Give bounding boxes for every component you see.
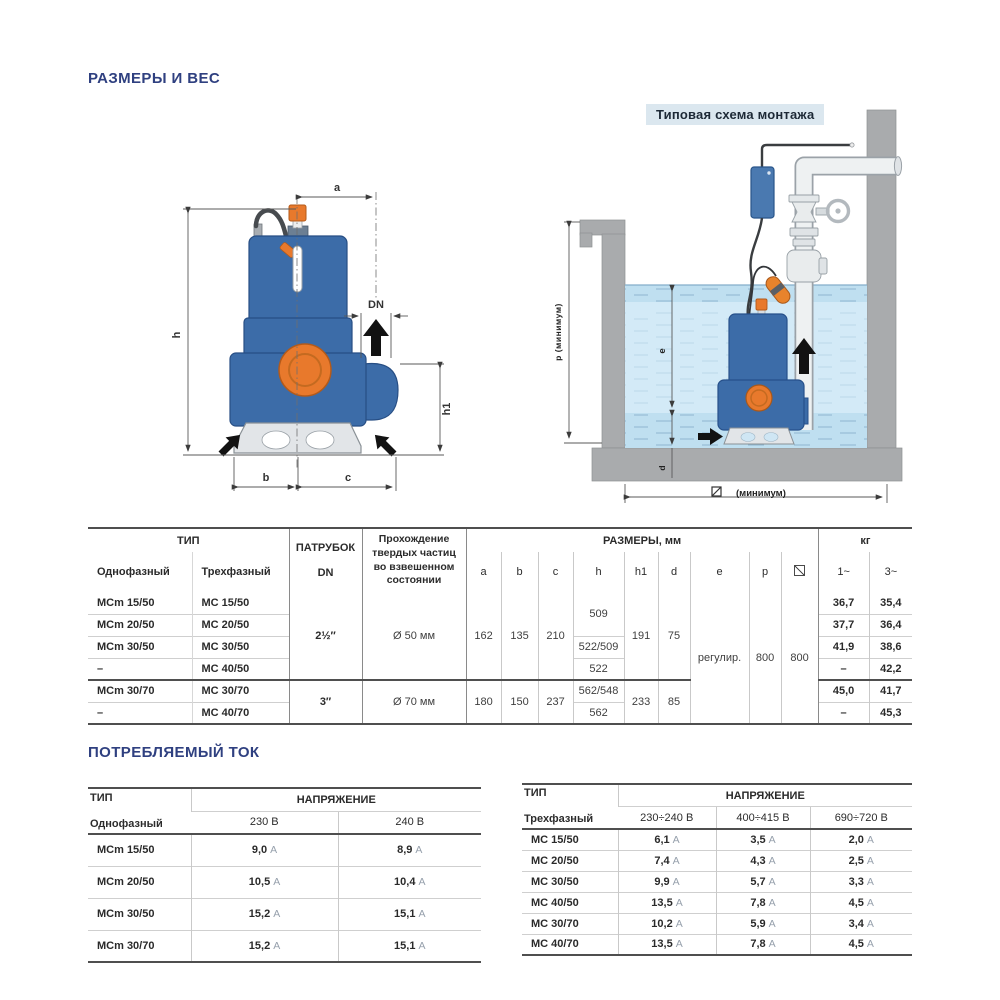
col-header-b: b — [501, 552, 538, 592]
cell-h1: 233 — [624, 680, 658, 724]
cell-kg1: 37,7 — [818, 614, 869, 636]
cell-type: MC 30/70 — [522, 913, 618, 934]
table-row — [522, 913, 912, 934]
cell-current: 13,5 A — [618, 892, 716, 913]
cell-kg1: – — [818, 702, 869, 724]
port-label: ПАТРУБОК — [295, 542, 356, 554]
cell-h: 522/509 — [573, 636, 624, 658]
type-sub-label: Трехфазный — [524, 813, 594, 825]
cell-single: MCm 15/50 — [97, 596, 155, 609]
table-row — [88, 866, 481, 898]
cell-current: 15,1 A — [338, 898, 481, 930]
col-header-kg: кг — [818, 528, 912, 552]
col-header-230v: 230 В — [191, 811, 338, 834]
cell-kg3: 45,3 — [869, 702, 912, 724]
cell-current: 10,5 A — [191, 866, 338, 898]
cell-kg1: 45,0 — [818, 680, 869, 702]
cell-c: 237 — [538, 680, 573, 724]
valve-flange — [789, 195, 819, 202]
cell-current: 3,3 A — [810, 871, 912, 892]
cell-current: 7,8 A — [716, 892, 810, 913]
dim-label-h1: h1 — [441, 402, 453, 416]
cell-type: MCm 20/50 — [88, 866, 191, 898]
cell-type: MCm 30/50 — [88, 898, 191, 930]
dim-label-dn: DN — [368, 299, 384, 311]
cell-current: 15,1 A — [338, 930, 481, 962]
cell-current: 2,0 A — [810, 829, 912, 850]
cable-end — [850, 143, 854, 147]
cell-current: 6,1 A — [618, 829, 716, 850]
left-ledge-lip — [580, 233, 592, 247]
valve-hub — [835, 208, 840, 213]
dim-label-e: e — [657, 348, 668, 354]
cell-b: 150 — [501, 680, 538, 724]
cell-type: MC 15/50 — [522, 829, 618, 850]
check-valve-tab — [819, 258, 827, 274]
cell-type: MCm 30/70 — [88, 930, 191, 962]
cell-three: MC 30/70 — [192, 680, 289, 702]
dimensions-weight-table — [88, 527, 912, 725]
cell-type: MC 20/50 — [522, 850, 618, 871]
cell-h1: 191 — [624, 592, 658, 680]
col-header-h: h — [573, 552, 624, 592]
header-row — [88, 788, 481, 811]
table-row — [522, 850, 912, 871]
table-row — [522, 871, 912, 892]
cell-current: 9,0 A — [191, 834, 338, 866]
cell-square: 800 — [781, 592, 818, 724]
table-row — [88, 834, 481, 866]
cell-three: MC 30/50 — [192, 636, 289, 658]
cell-current: 15,2 A — [191, 930, 338, 962]
cell-a: 180 — [466, 680, 501, 724]
cell-three: MC 15/50 — [192, 592, 289, 614]
strainer-base — [234, 423, 361, 453]
cell-current: 15,2 A — [191, 898, 338, 930]
pit-floor — [592, 448, 902, 481]
cell-single: MCm 20/50 — [88, 614, 192, 636]
dim-label-b: b — [262, 472, 270, 484]
col-header-400-415v: 400÷415 В — [716, 807, 810, 830]
table-row — [522, 892, 912, 913]
pump-base — [724, 428, 794, 444]
cell-kg3: 41,7 — [869, 680, 912, 702]
cell-kg1: 41,9 — [818, 636, 869, 658]
cell-kg3: 42,2 — [869, 658, 912, 680]
cell-dn: 2½″ — [289, 592, 362, 680]
col-header-p: p — [749, 552, 781, 592]
col-header-h1: h1 — [624, 552, 658, 592]
cell-b: 135 — [501, 592, 538, 680]
cell-single: MCm 30/70 — [88, 680, 192, 702]
control-box — [751, 167, 774, 218]
base-hole — [741, 433, 755, 442]
cell-kg3: 36,4 — [869, 614, 912, 636]
cell-current: 7,8 A — [716, 934, 810, 955]
dim-label-h: h — [171, 331, 183, 339]
cell-single: – — [88, 658, 192, 680]
cell-current: 4,5 A — [810, 934, 912, 955]
control-box-led — [767, 171, 770, 174]
cell-type: MC 40/50 — [522, 892, 618, 913]
col-header-230-240v: 230÷240 В — [618, 807, 716, 830]
cell-current: 10,2 A — [618, 913, 716, 934]
section-title-current: ПОТРЕБЛЯЕМЫЙ ТОК — [88, 744, 260, 761]
col-header-d: d — [658, 552, 690, 592]
cell-type: MC 30/50 — [522, 871, 618, 892]
cell-h: 509 — [573, 592, 624, 636]
table-row — [88, 592, 912, 614]
dim-label-p-min: p (минимум) — [553, 303, 563, 361]
cell-h: 522 — [573, 658, 624, 680]
check-valve — [787, 250, 821, 282]
table-row — [522, 829, 912, 850]
cell-current: 4,3 A — [716, 850, 810, 871]
table-row — [88, 898, 481, 930]
col-header-kg1: 1~ — [818, 552, 869, 592]
cell-d: 75 — [658, 592, 690, 680]
col-header-solids: Прохождение твердых частиц во взвешенном состоянии — [362, 528, 466, 592]
pump-cap — [756, 299, 767, 310]
col-header-voltage: НАПРЯЖЕНИЕ — [618, 784, 912, 807]
cell-p: 800 — [749, 592, 781, 724]
col-header-voltage: НАПРЯЖЕНИЕ — [191, 788, 481, 811]
dim-label-min: (минимум) — [736, 488, 786, 499]
cell-current: 5,7 A — [716, 871, 810, 892]
cell-h: 562 — [573, 702, 624, 724]
cell-current: 13,5 A — [618, 934, 716, 955]
type-sub-label: Однофазный — [90, 817, 163, 830]
cell-d: 85 — [658, 680, 690, 724]
union-collar — [793, 239, 815, 246]
cell-current: 4,5 A — [810, 892, 912, 913]
cell-kg3: 35,4 — [869, 592, 912, 614]
oil-plug — [279, 344, 331, 396]
col-header-type — [522, 784, 618, 829]
cell-three: MC 20/50 — [192, 614, 289, 636]
col-header-single-phase: Однофазный — [97, 566, 170, 578]
cell-e: регулир. — [690, 592, 749, 724]
col-header-dimensions: РАЗМЕРЫ, мм — [466, 528, 818, 552]
cell-type: MC 40/70 — [522, 934, 618, 955]
cell-current: 3,4 A — [810, 913, 912, 934]
pump-plug — [746, 385, 772, 411]
cell-current: 5,9 A — [716, 913, 810, 934]
base-hole — [764, 433, 778, 442]
col-header-three-phase: Трехфазный — [192, 552, 289, 592]
outflow-arrow — [363, 319, 389, 356]
pump-dimension-drawing — [150, 168, 470, 513]
cell-current: 9,9 A — [618, 871, 716, 892]
section-title-dimensions: РАЗМЕРЫ И ВЕС — [88, 70, 221, 87]
installation-diagram — [540, 100, 960, 510]
col-header-a: a — [466, 552, 501, 592]
cell-solids: Ø 50 мм — [362, 592, 466, 680]
col-header-e: e — [690, 552, 749, 592]
cell-kg1: – — [818, 658, 869, 680]
base-hole — [262, 431, 290, 449]
cell-kg3: 38,6 — [869, 636, 912, 658]
installation-diagram-title: Типовая схема монтажа — [646, 104, 824, 125]
discharge-snout — [364, 363, 398, 420]
pipe-end-cap — [894, 157, 901, 176]
cell-current: 8,9 A — [338, 834, 481, 866]
cell-type: MCm 15/50 — [88, 834, 191, 866]
cell-a: 162 — [466, 592, 501, 680]
col-header-c: c — [538, 552, 573, 592]
left-wall — [602, 234, 625, 448]
cell-current: 3,5 A — [716, 829, 810, 850]
cell-current: 2,5 A — [810, 850, 912, 871]
cell-single: – — [88, 702, 192, 724]
cell-three: MC 40/70 — [192, 702, 289, 724]
cell-solids: Ø 70 мм — [362, 680, 466, 724]
union-collar — [790, 228, 818, 236]
col-header-port — [289, 528, 362, 592]
dim-label-a: a — [333, 182, 341, 194]
col-header-type: ТИП — [176, 534, 200, 547]
base-hole — [306, 431, 334, 449]
handle-slot — [293, 246, 302, 292]
header-row-sub — [88, 552, 912, 592]
dn-label: DN — [317, 567, 334, 579]
type-label: ТИП — [524, 787, 547, 799]
header-row-groups — [88, 528, 912, 552]
cell-dn: 3″ — [289, 680, 362, 724]
col-header-kg3: 3~ — [869, 552, 912, 592]
col-header-240v: 240 В — [338, 811, 481, 834]
cell-kg1: 36,7 — [818, 592, 869, 614]
header-row — [522, 784, 912, 807]
cell-current: 7,4 A — [618, 850, 716, 871]
three-phase-current-table — [522, 783, 912, 956]
col-header-square — [781, 552, 818, 592]
cell-single: MCm 30/50 — [88, 636, 192, 658]
dim-label-d: d — [657, 465, 667, 471]
col-header-690-720v: 690÷720 В — [810, 807, 912, 830]
type-label: ТИП — [90, 791, 113, 804]
top-cap — [289, 205, 306, 221]
table-row — [88, 930, 481, 962]
square-diagonal-icon — [794, 565, 805, 576]
dim-label-c: c — [344, 472, 352, 484]
table-row — [522, 934, 912, 955]
cell-c: 210 — [538, 592, 573, 680]
single-phase-current-table — [88, 787, 481, 963]
water-surface-hatch — [625, 285, 867, 302]
col-header-type — [88, 788, 191, 834]
square-diagonal-icon — [712, 487, 721, 496]
pump-motor — [729, 314, 787, 386]
cell-current: 10,4 A — [338, 866, 481, 898]
cell-h: 562/548 — [573, 680, 624, 702]
cell-three: MC 40/50 — [192, 658, 289, 680]
